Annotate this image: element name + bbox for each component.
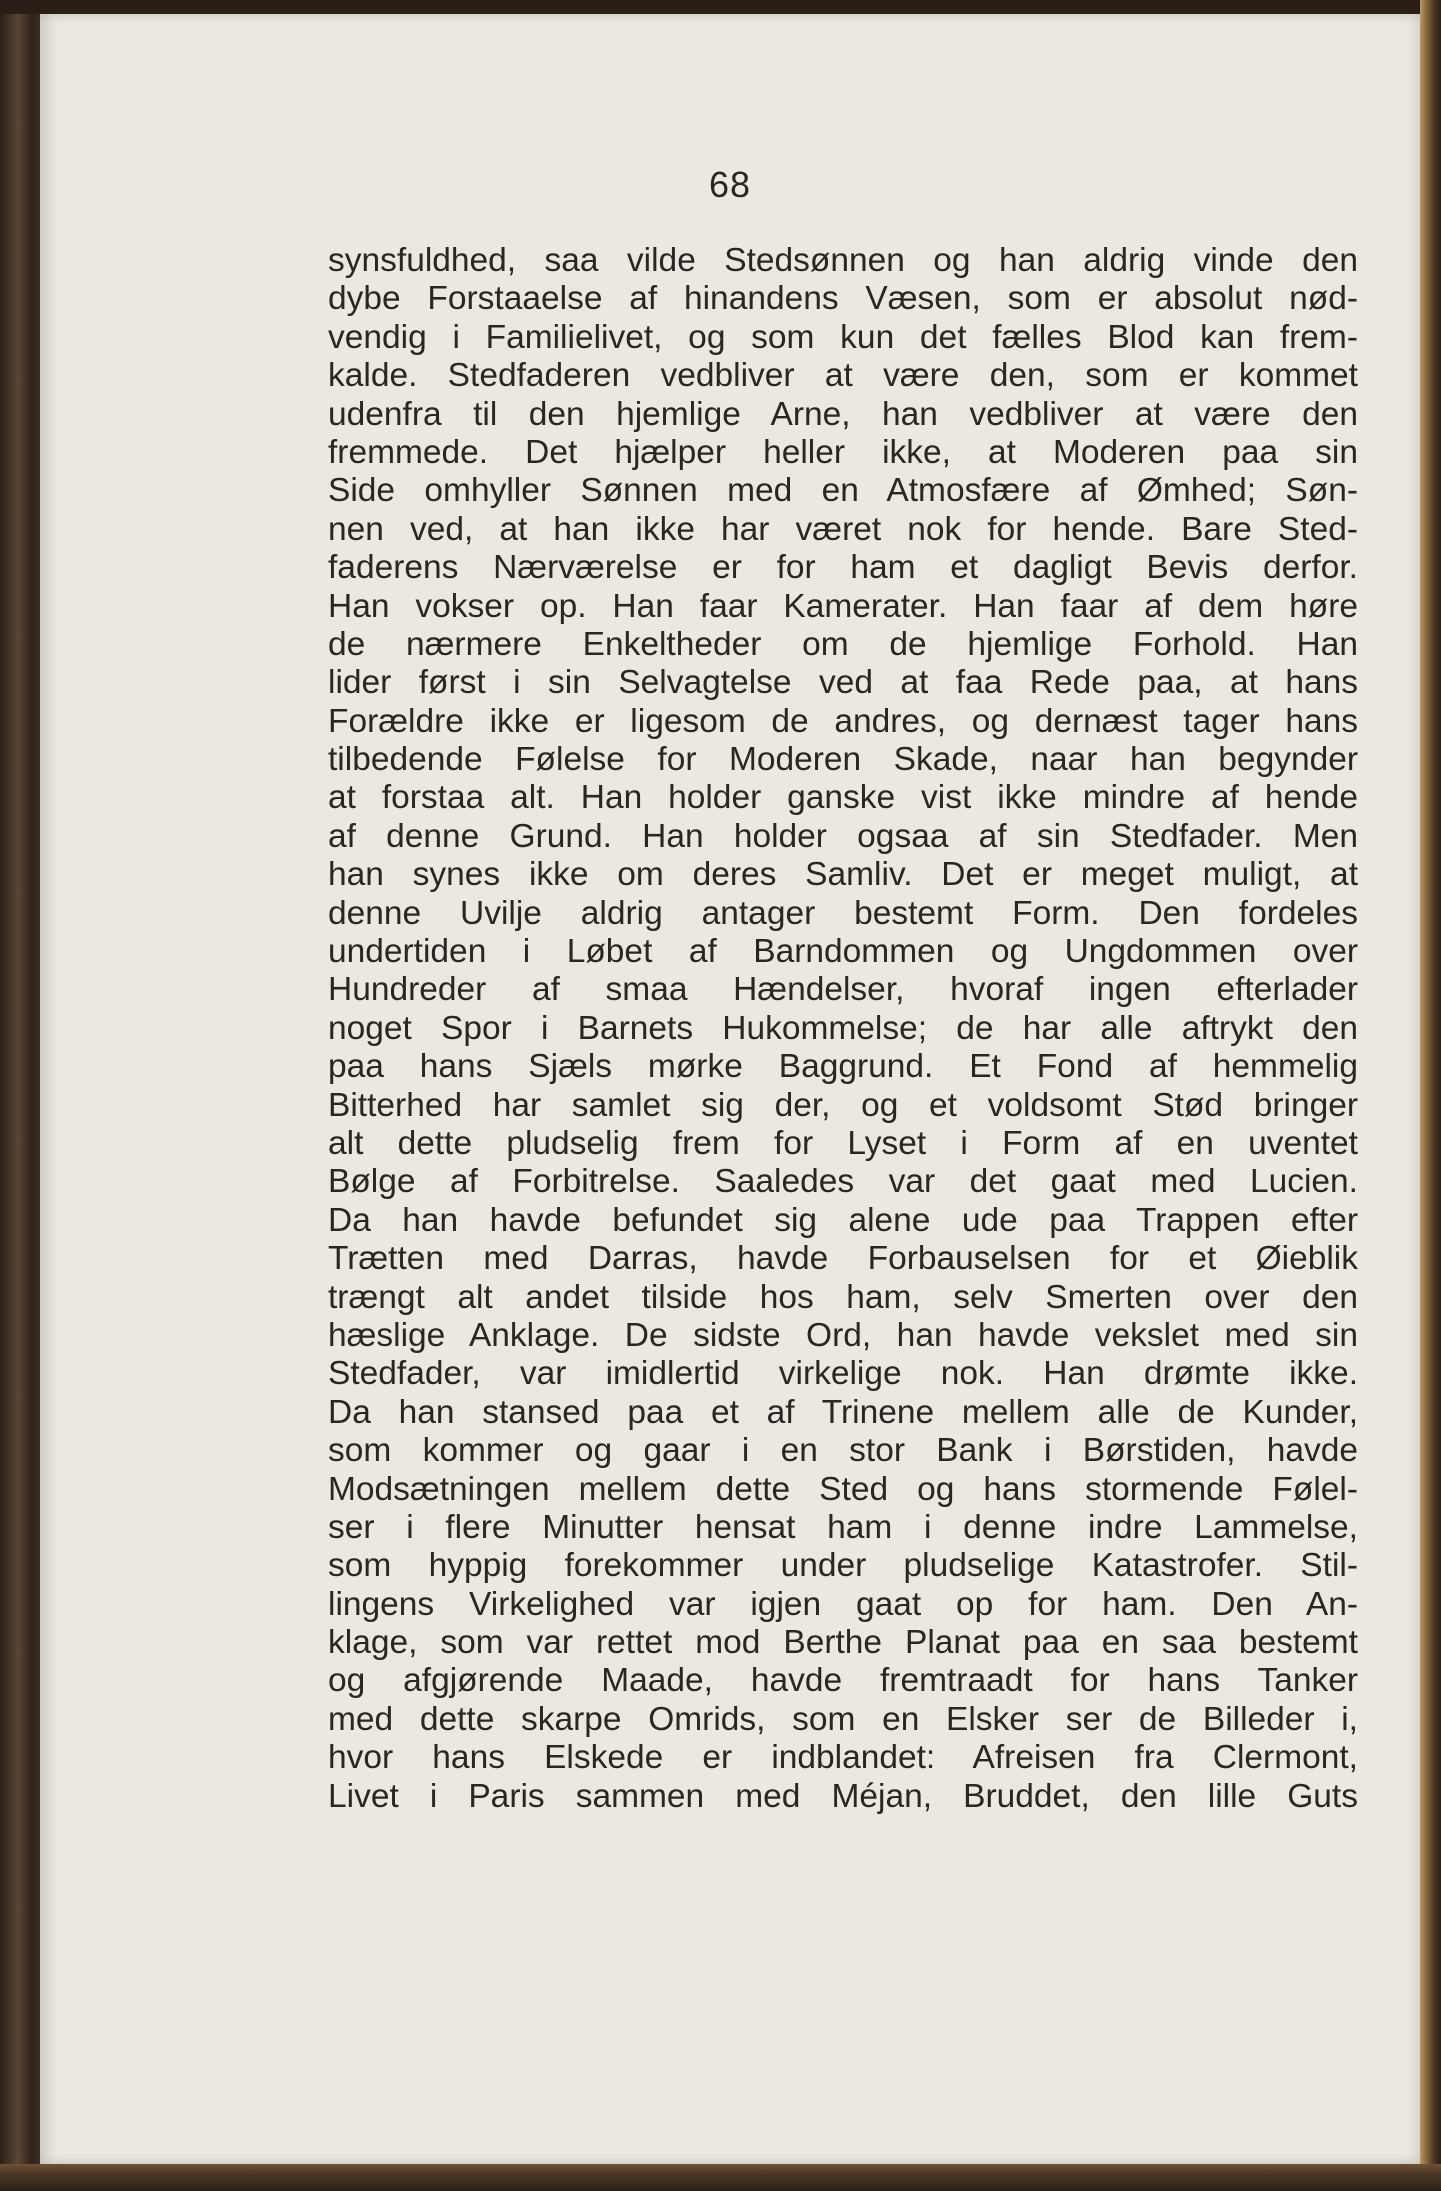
text-line: med dette skarpe Omrids, som en Elsker ser de Billeder i, [328,1700,1358,1738]
text-line: lider først i sin Selvagtelse ved at faa Rede paa, at hans [328,664,1358,702]
text-line: Livet i Paris sammen med Méjan, Bruddet, den lille Guts [328,1777,1358,1815]
text-line: synsfuldhed, saa vilde Stedsønnen og han aldrig vinde den [328,242,1358,279]
text-line: noget Spor i Barnets Hukommelse; de har alle aftrykt den [328,1009,1358,1047]
text-line: undertiden i Løbet af Barndommen og Ungdommen over [328,933,1358,971]
top-edge [0,0,1441,14]
text-line: faderens Nærværelse er for ham et dagligt Bevis derfor. [328,549,1358,587]
text-line: ser i flere Minutter hensat ham i denne indre Lammelse, [328,1508,1358,1546]
text-line: som hyppig forekommer under pludselige Katastrofer. Stil- [328,1547,1358,1585]
bottom-book-edge [0,2164,1441,2191]
text-line: dybe Forstaaelse af hinandens Væsen, som er absolut nød- [328,280,1358,318]
text-line: de nærmere Enkeltheder om de hjemlige Forhold. Han [328,625,1358,663]
page-number: 68 [708,164,752,205]
text-line: paa hans Sjæls mørke Baggrund. Et Fond af hemmelig [328,1048,1358,1086]
right-book-edge [1420,0,1441,2191]
text-line: trængt alt andet tilside hos ham, selv Smerten over den [328,1278,1358,1316]
text-line: Trætten med Darras, havde Forbauselsen for et Øieblik [328,1240,1358,1278]
text-line: udenfra til den hjemlige Arne, han vedbliver at være den [328,395,1358,433]
text-line: lingens Virkelighed var igjen gaat op for ham. Den An- [328,1585,1358,1623]
text-line: hvor hans Elskede er indblandet: Afreisen fra Clermont, [328,1739,1358,1777]
text-line: af denne Grund. Han holder ogsaa af sin Stedfader. Men [328,817,1358,855]
body-text [328,242,1358,1816]
text-line: nen ved, at han ikke har været nok for hende. Bare Sted- [328,510,1358,548]
text-line: denne Uvilje aldrig antager bestemt Form. Den fordeles [328,894,1358,932]
text-line: Stedfader, var imidlertid virkelige nok. Han drømte ikke. [328,1355,1358,1393]
text-line: Modsætningen mellem dette Sted og hans stormende Følel- [328,1470,1358,1508]
text-line: Bølge af Forbitrelse. Saaledes var det gaat med Lucien. [328,1163,1358,1201]
text-line: vendig i Familielivet, og som kun det fælles Blod kan frem- [328,318,1358,356]
text-line: fremmede. Det hjælper heller ikke, at Moderen paa sin [328,433,1358,471]
text-line: Da han havde befundet sig alene ude paa Trappen efter [328,1201,1358,1239]
text-line: Han vokser op. Han faar Kamerater. Han faar af dem høre [328,587,1358,625]
text-line: Side omhyller Sønnen med en Atmosfære af Ømhed; Søn- [328,472,1358,510]
text-line: Hundreder af smaa Hændelser, hvoraf ingen efterlader [328,971,1358,1009]
text-line: Forældre ikke er ligesom de andres, og dernæst tager hans [328,702,1358,740]
text-line: hæslige Anklage. De sidste Ord, han havde vekslet med sin [328,1316,1358,1354]
text-line: som kommer og gaar i en stor Bank i Børstiden, havde [328,1432,1358,1470]
text-line: klage, som var rettet mod Berthe Planat paa en saa bestemt [328,1624,1358,1662]
text-line: han synes ikke om deres Samliv. Det er meget muligt, at [328,856,1358,894]
text-line: at forstaa alt. Han holder ganske vist ikke mindre af hende [328,779,1358,817]
text-line: kalde. Stedfaderen vedbliver at være den, som er kommet [328,357,1358,395]
text-line: Bitterhed har samlet sig der, og et voldsomt Stød bringer [328,1086,1358,1124]
text-line: alt dette pludselig frem for Lyset i Form af en uventet [328,1124,1358,1162]
text-line: Da han stansed paa et af Trinene mellem alle de Kunder, [328,1393,1358,1431]
text-line: og afgjørende Maade, havde fremtraadt for hans Tanker [328,1662,1358,1700]
text-line: tilbedende Følelse for Moderen Skade, naar han begynder [328,741,1358,779]
paper-page [40,14,1420,2164]
